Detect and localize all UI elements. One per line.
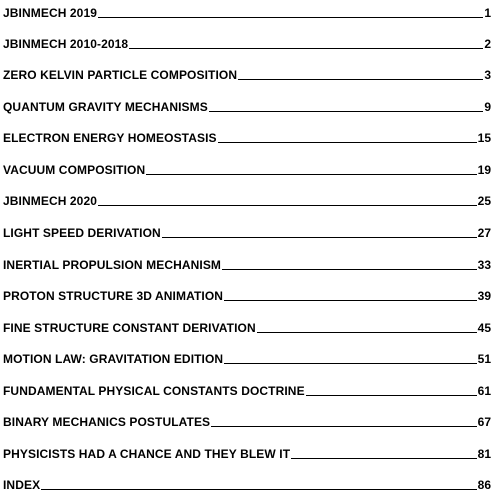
toc-entry[interactable]: [3, 441, 491, 461]
toc-leader-line: [162, 237, 477, 238]
toc-entry-title: MOTION LAW: GRAVITATION EDITION: [3, 352, 224, 366]
toc-leader-line: [224, 300, 477, 301]
toc-entry-title: PHYSICISTS HAD A CHANCE AND THEY BLEW IT: [3, 447, 291, 461]
toc-entry-page: 61: [477, 384, 491, 398]
toc-leader-line: [224, 363, 476, 364]
toc-entry-page: 67: [477, 415, 491, 429]
toc-entry[interactable]: [3, 409, 491, 429]
toc-leader-line: [41, 489, 476, 490]
toc-leader-line: [211, 426, 476, 427]
toc-entry[interactable]: [3, 346, 491, 366]
toc-entry-page: 9: [484, 100, 491, 114]
toc-leader-line: [257, 332, 477, 333]
toc-entry-title: JBINMECH 2020: [3, 194, 98, 208]
toc-entry-page: 2: [484, 37, 491, 51]
toc-entry-page: 86: [477, 478, 491, 492]
toc-entry-page: 19: [477, 163, 491, 177]
toc-entry-page: 15: [477, 131, 491, 145]
toc-entry-title: FINE STRUCTURE CONSTANT DERIVATION: [3, 321, 256, 335]
toc-entry[interactable]: [3, 188, 491, 208]
toc-leader-line: [98, 205, 477, 206]
toc-leader-line: [222, 269, 477, 270]
toc-leader-line: [209, 111, 483, 112]
toc-leader-line: [218, 142, 477, 143]
toc-entry-page: 39: [477, 289, 491, 303]
toc-entry-title: JBINMECH 2010-2018: [3, 37, 129, 51]
toc-entry[interactable]: [3, 378, 491, 398]
toc-entry[interactable]: [3, 125, 491, 145]
toc-entry-title: QUANTUM GRAVITY MECHANISMS: [3, 100, 208, 114]
toc-entry[interactable]: [3, 62, 491, 82]
toc-entry-page: 81: [477, 447, 491, 461]
toc-entry[interactable]: [3, 252, 491, 272]
toc-entry-title: INERTIAL PROPULSION MECHANISM: [3, 258, 222, 272]
toc-entry[interactable]: [3, 220, 491, 240]
toc-entry-page: 1: [484, 6, 491, 20]
toc-entry-title: FUNDAMENTAL PHYSICAL CONSTANTS DOCTRINE: [3, 384, 305, 398]
toc-entry[interactable]: [3, 0, 491, 20]
toc-leader-line: [291, 458, 477, 459]
toc-entry-title: JBINMECH 2019: [3, 6, 98, 20]
toc-entry-title: BINARY MECHANICS POSTULATES: [3, 415, 211, 429]
toc-entry-page: 45: [477, 321, 491, 335]
toc-leader-line: [238, 79, 483, 80]
toc-entry-title: PROTON STRUCTURE 3D ANIMATION: [3, 289, 224, 303]
toc-entry-page: 51: [477, 352, 491, 366]
toc-entry-title: ZERO KELVIN PARTICLE COMPOSITION: [3, 68, 238, 82]
toc-entry-title: LIGHT SPEED DERIVATION: [3, 226, 161, 240]
toc-entry-page: 33: [477, 258, 491, 272]
toc-entry[interactable]: [3, 157, 491, 177]
toc-entry[interactable]: [3, 31, 491, 51]
toc-entry-title: INDEX: [3, 478, 41, 492]
toc-leader-line: [306, 395, 477, 396]
toc-entry-page: 25: [477, 194, 491, 208]
toc-entry[interactable]: [3, 94, 491, 114]
toc-entry-page: 3: [484, 68, 491, 82]
toc-entry[interactable]: [3, 315, 491, 335]
toc-leader-line: [98, 17, 483, 18]
toc-entry[interactable]: [3, 472, 491, 492]
toc-entry-page: 27: [477, 226, 491, 240]
toc-entry-title: ELECTRON ENERGY HOMEOSTASIS: [3, 131, 217, 145]
toc-leader-line: [129, 48, 483, 49]
toc-entry[interactable]: [3, 283, 491, 303]
toc-entry-title: VACUUM COMPOSITION: [3, 163, 146, 177]
toc-leader-line: [146, 174, 476, 175]
